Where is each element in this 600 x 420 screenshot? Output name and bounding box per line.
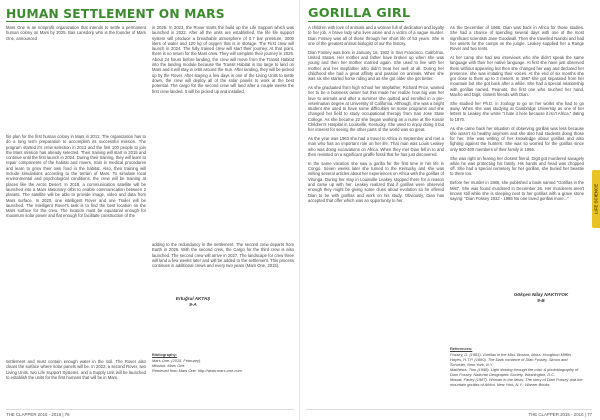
bibliography-item: Mars One. (2015, February). (152, 358, 202, 363)
footer-rule (306, 409, 592, 410)
author-byline (498, 292, 584, 304)
mars-illustration-placeholder (6, 54, 146, 132)
author-name: Ertuğrul AKTAŞ (175, 296, 211, 301)
paragraph: Mars One is an nonprofit organization that intends to settle a permanent human colony on Mars by 2025. Bas Lansdorp who is the founder of Mars One, announced (6, 25, 146, 41)
author-name: Gökçen Nilay NAKTIYOK (513, 292, 569, 297)
article-column-2-mid (152, 242, 294, 282)
paragraph: In the same vacation she saw a gorilla for the first time in her life in Congo. Seven weeks later she turned to the Kentucky and she was writing several articles about her experiences on Africa with the gorillas of Virunga. During her stay in Louisville Leakey stopped there for a reason and came up with her. Leakey realized that if gorillas were observed enough they might be giving some clues about evolution so he offered Dian to be with gorillas and work on his study. Obviously, Dian has accepted that offer which was an opportunity to her. (308, 160, 444, 203)
bibliography-item: Mission: Mars One. (152, 363, 186, 368)
paragraph: She studied her Ph.D. in zoology to go on her works she had to go away. When she was studying at Cambridge University as one of her letters to Leakey she wrote "I hate it here because it isn't Africa." dating to 1970. (450, 100, 584, 122)
article-column-1-mid (6, 134, 146, 338)
references-heading: References: (450, 346, 473, 351)
paragraph: As she graduated from high school her stepfather, Richard Price, wanted her to be a business owner but this made her realize how big was her love to animals and after a summer she quitted and enrolled in a pre-veterinarian degree at University of California. Although, she was a bright student she used to have some difficulties on some programs and she changed her field to study occupational therapy from San Jose State College. As she became 22 she began working as a nurse at the Kosair Children's Hospital in Louisville, Kentucky. She used to enjoy doing it but her interest for seeing the other parts of the world was so great. (308, 84, 444, 133)
paragraph: in 2025. In 2023, the Rover starts the build up the Life Support which was launched in 2022. After all the units are established, the life life support system will produce a breathable atmosphere of 0.7 bar pressure, 3000 liters of water and 120 kg of oxygen that is in storage. The First crew will launch in 2024. The fully trained crew will start their journey. At that point, there is no return for the Mars crew. They will complete their journey in 2025. About 24 hours before landing, the crew will move from the Transit Habitat into the landing module because the Transit Habitat is too large to land on Mars and it will stay in orbit around the Sun. After landing, they will be picked up by the Rover. After staying a few days in one of the Living Units to settle down, the crew will deploy all of the solar panels to work at the best potential. The cargo for the second crew will land after a couple weeks the first crew landed. It will be picked up and installed, (152, 25, 294, 94)
paragraph: settlement and must contain enough water in the soil. The Rover also clears the surface where solar panels will be. In 2022, a second Rover, two Living Units, two Life Support Systems, and a Supply Unit will be launched to establish the units for the first humans that will be in Mars. (6, 359, 146, 380)
section-tab (592, 170, 600, 228)
reference-item: Hayes, H.T.P. (1990). The Dark romance of Dian Fossey. Simon and Schuster, New York, N.Y. (450, 357, 568, 367)
section-tab-label: LIFE SCIENCE (593, 183, 599, 215)
article-column-1-bottom (6, 359, 146, 393)
bibliography (152, 352, 294, 373)
article-column-1-top (6, 25, 146, 53)
page-title: GORILLA GIRL (308, 6, 411, 21)
rover-image-placeholder (152, 188, 294, 240)
bibliography-heading: Bibliography: (152, 352, 178, 357)
title-underline (6, 21, 136, 22)
page-title: HUMAN SETTLEMENT ON MARS (6, 7, 225, 21)
bibliography-item: Retrieved from Mars One: http://www.mars-one.com (152, 368, 242, 373)
paragraph: Before her murder in 1985, she published a book named "Gorillas in the Mist". She was found murdered in December 26. Her murderers aren't known still while she is sleeping next to her gorillas with a grave stone saying: "Dian Fossey 1932 - 1985 No one loved gorillas more..." (450, 180, 584, 202)
mars-image-placeholder-bottom (6, 339, 146, 357)
reference-item: Mowat, Farley (1987). Woman in the Mists: The story of Dian Fossey and the mountain gorillas of Africa. New York, N.Y.: Warner Books. (450, 377, 583, 387)
paragraph: At her camp she had two interviews who she didn't speak the same language with their her native language. At first she have just observed them without appearing but then she changed her way and declared her presence, she was imitating their voices. At the end of six months she got close to them up to 3 meters. In 1967 she got separated from her mountain but she got back after a while. She had a special relationship with gorillas named, Peanuts, the first one who touched her hand, Macho and Digit, closest friends with Dian. (450, 54, 584, 98)
reference-item: Fossey, D. (1983). Gorillas in the Mist. Boston, Mass: Houghton Mifflin. (450, 352, 572, 357)
article-column-2-top (152, 25, 294, 187)
author-class: 9-A (189, 302, 197, 307)
paragraph: As the December of 1966, Dian was back in Africa for those studies. She had a chance of spending several days with one of the most significant scientists Jane Goodwall. Then she travelled Nairobi and had her assets for the camps on the jungle. Leakey supplied her a Range Rover and two tents. (450, 25, 584, 52)
paragraph: As she came back her situation of observing gorillas was less because she wasn't so healthy anymore and she also had students doing those for her. She was writing of her knowledge about gorillas and also fighting against the hunters. She was so worried for the gorillas since only 600-400 members of their family in 1966. (450, 125, 584, 152)
paragraph: Dian Fossey was born in January 16, 1932 in San Francisco, California, United States. Her mother and father have broken up when she was young and then her mother married again. She used to live with her mother and her stepfather who didn't treat her well at all. During her childhood she had a great affinity and passion on animals. When she was six she started horse riding and as she got older she got better. (308, 49, 444, 82)
title-underline (308, 21, 404, 22)
article-column-1 (308, 25, 444, 343)
reference-item: Matthews, Tom (1998). Light shining through the mist: A photobiography of Dian Fossey. National Geographic Society. Washington, D.C. (450, 367, 579, 377)
author-byline (158, 296, 228, 308)
paragraph: As the year was 1963 she had a travel to Africa in September and met a man who has an important role on her life. That man was Louis Leakey who was doing excavations on Africa. When they met Dian fell in to and then revisited on a significant giraffe fossil that he has just discovered. (308, 136, 444, 158)
paragraph: A children with love of animals and a woman full of dedication and loyalty to her job. A brave lady who lives alone and a victim of a vague murder. Dian Fossey was all of those through her short life of 53 years. She is one of the greatest animal biologist of our the history. (308, 25, 444, 46)
page-footer: THE CLAPPER 2015 - 2016 | 76 (6, 412, 70, 417)
paragraph: his plan for the first human colony in Mars in 2012. The organization has to do a long term preparation to accomplish its successful mission. The program started it's crew selection in 2013 and the first 100 people to join the Mars mission has already selected. Their training will start in 2015 and continue until the first launch in 2024. During their training, they will learn to repair components of the habitat and rovers, train in medical procedures and learn to grow their own food in the habitat. Also, their training will include simulations according to the terrain of Mars. To simulate local environmental and psychological conditions, the crew will be training at places like the Arctic Desert. In 2018, a communication satellite will be launched into a Mars stationary orbit to enable communication between 2 planets. The satellite will be able to provide image, video and data from Mars surface. In 2020, one intelligent Rover and one Trailer will be launched. The intelligent Rover's task is to find the best location on the Mars surface for the crew. The location must be equatorial enough for maximum solar power and flat enough for facilitate construction of the (6, 134, 146, 219)
paragraph: adding to the redundancy in the settlement. The second crew departs from Earth in 2026. With the second crew, the Cargo for the third crew is also launched. The second crew will arrive in 2027. The landscape for crew three will land a few weeks later and will be added to the settlement. This process continues in additional crews and every two years (Mars One, 2015). (152, 242, 294, 269)
paragraph: She was right on fearing her closest friend, Digit got murdered savagely while he was protecting his family. His hands and head was chopped off. She had a special cemetery for her gorillas, she buried her beastie to there too. (450, 155, 584, 177)
references (450, 346, 584, 387)
right-page (300, 0, 600, 420)
page-footer: THE CLAPPER 2015 - 2016 | 77 (528, 412, 592, 417)
footer-rule (6, 409, 294, 410)
gorilla-image-placeholder (450, 250, 584, 288)
article-column-2 (450, 25, 584, 247)
author-class: 9-B (537, 298, 545, 303)
